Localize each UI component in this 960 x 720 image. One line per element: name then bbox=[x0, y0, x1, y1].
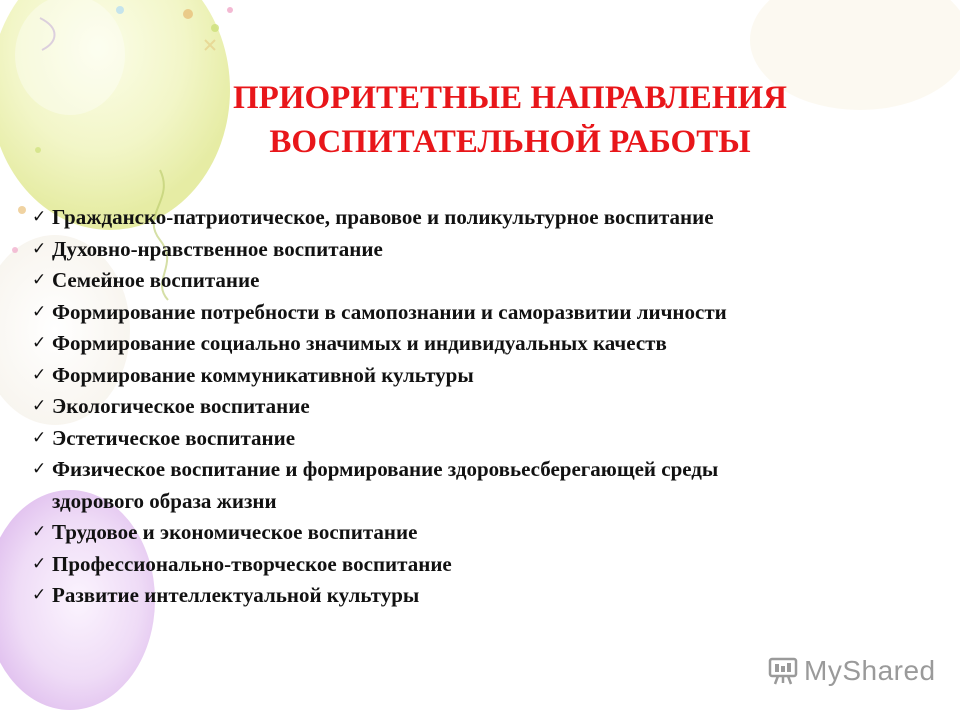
checkmark-icon: ✓ bbox=[32, 553, 47, 574]
list-item-text: Эстетическое воспитание bbox=[52, 425, 296, 450]
checkmark-icon: ✓ bbox=[32, 522, 47, 542]
list-item bbox=[32, 328, 932, 360]
list-item bbox=[32, 391, 932, 423]
presentation-board-icon bbox=[768, 657, 798, 685]
list-item bbox=[32, 360, 932, 392]
checkmark-icon: ✓ bbox=[32, 333, 47, 353]
list-item-text: Физическое воспитание и формирование здоровьесберегающей среды bbox=[52, 457, 719, 481]
checkmark-icon: ✓ bbox=[32, 207, 47, 227]
checkmark-icon: ✓ bbox=[32, 396, 47, 416]
slide-title bbox=[120, 76, 900, 164]
list-item bbox=[32, 202, 932, 234]
checkmark-icon: ✓ bbox=[32, 364, 47, 385]
myshared-watermark bbox=[768, 655, 936, 687]
checkmark-icon: ✓ bbox=[32, 238, 47, 259]
checkmark-icon: ✓ bbox=[32, 427, 47, 448]
checkmark-icon: ✓ bbox=[32, 270, 47, 290]
list-item-text: Духовно-нравственное воспитание bbox=[52, 236, 383, 261]
list-item-text: Трудовое и экономическое воспитание bbox=[52, 520, 418, 544]
list-item-continuation: здорового образа жизни bbox=[52, 488, 277, 513]
list-item-text: Формирование социально значимых и индивидуальных качеств bbox=[52, 331, 667, 355]
title-line-2: ВОСПИТАТЕЛЬНОЙ РАБОТЫ bbox=[269, 124, 751, 160]
list-item-text: Профессионально-творческое воспитание bbox=[52, 551, 452, 576]
directions-list bbox=[32, 202, 932, 612]
checkmark-icon: ✓ bbox=[32, 459, 47, 479]
checkmark-icon: ✓ bbox=[32, 301, 47, 322]
checkmark-icon: ✓ bbox=[32, 585, 47, 605]
list-item bbox=[32, 517, 932, 549]
watermark-logo-text: MyShared bbox=[804, 655, 936, 686]
list-item-text: Экологическое воспитание bbox=[52, 394, 310, 418]
list-item bbox=[32, 423, 932, 455]
list-item bbox=[32, 297, 932, 329]
list-item-text: Развитие интеллектуальной культуры bbox=[52, 583, 420, 607]
list-item bbox=[32, 454, 932, 517]
list-item bbox=[32, 234, 932, 266]
list-item-text: Семейное воспитание bbox=[52, 268, 260, 292]
list-item bbox=[32, 549, 932, 581]
title-line-1: ПРИОРИТЕТНЫЕ НАПРАВЛЕНИЯ bbox=[233, 80, 787, 116]
list-item-text: Формирование коммуникативной культуры bbox=[52, 362, 474, 387]
list-item bbox=[32, 265, 932, 297]
list-item bbox=[32, 580, 932, 612]
list-item-text: Формирование потребности в самопознании и саморазвитии личности bbox=[52, 299, 727, 324]
list-item-text: Гражданско-патриотическое, правовое и поликультурное воспитание bbox=[52, 205, 714, 229]
